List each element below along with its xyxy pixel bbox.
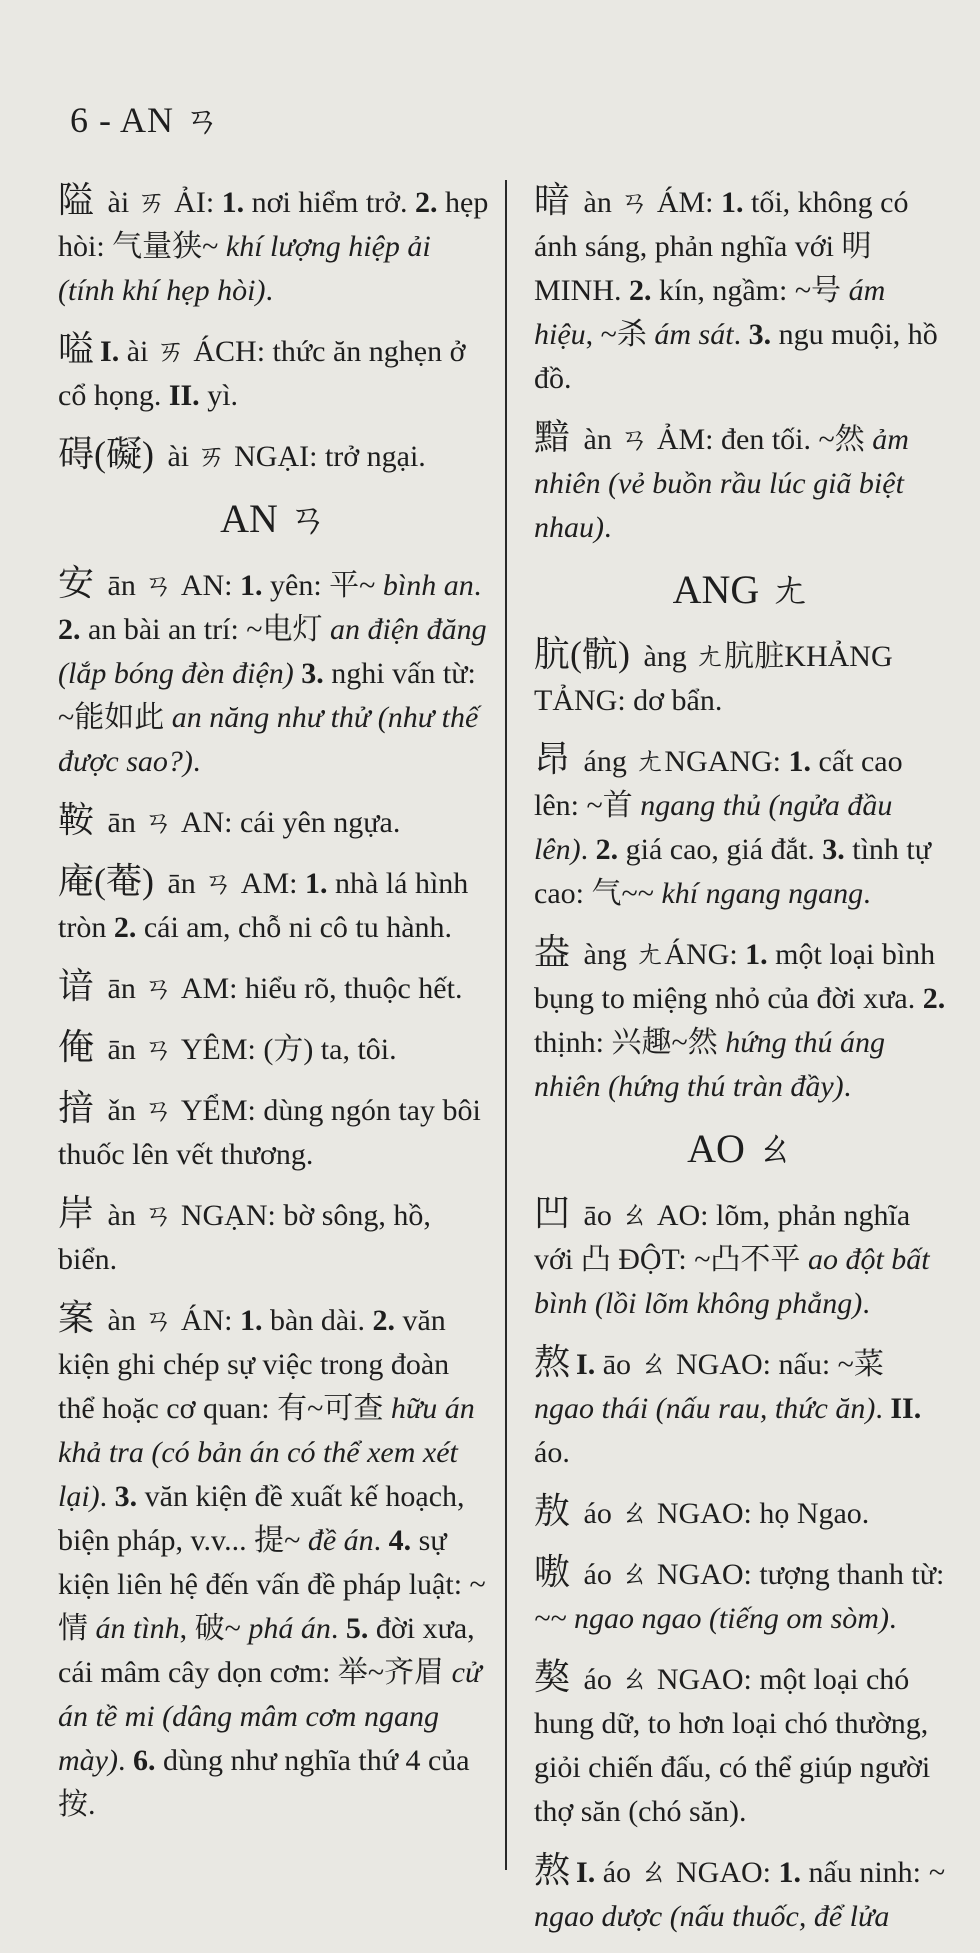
section-heading-ang: ANG ㄤ [672, 567, 810, 612]
headword: 隘 [58, 180, 95, 220]
entry-am-hut: 庵(菴) ān ㄢ AM: 1. nhà lá hình tròn 2. cái am, chỗ ni cô tu hành. [58, 861, 469, 944]
entry-am-dark: 暗 àn ㄢ ÁM: 1. tối, không có ánh sáng, phản nghĩa với 明MINH. 2. kín, ngầm: ~号 ám hiệu, ~杀 ám sát. 3. ngu muội, hồ đồ. [534, 180, 938, 395]
entry-an-table: 案 àn ㄢ ÁN: 1. bàn dài. 2. văn kiện ghi chép sự việc trong đoàn thể hoặc cơ quan: 有~可查 hữu án khả tra (có bản án có thể xem xét lại). 3. văn kiện đề xuất kế hoạch, biện pháp, v.v... 提~ đề án. 4. sự kiện liên hệ đến vấn đề pháp luật: ~情 án tình, 破~ phá án. 5. đời xưa, cái mâm cây dọn cơm: 举~齐眉 cử án tề mi (dâng mâm cơm ngang mày). 6. dùng như nghĩa thứ 4 của 按. [58, 1298, 486, 1821]
entry-yem-finger: 揞 ǎn ㄢ YỂM: dùng ngón tay bôi thuốc lên vết thương. [58, 1088, 481, 1171]
headword: 鞍 [58, 800, 95, 840]
entry-ngao-cook: 熬 I. āo ㄠ NGAO: nấu: ~菜 ngao thái (nấu rau, thức ăn). II. áo. [534, 1342, 922, 1469]
headword: 敖 [534, 1491, 571, 1531]
entry-ai-obstacle: 碍(礙) ài ㄞ NGẠI: trở ngại. [58, 434, 426, 474]
entry-ngan: 岸 àn ㄢ NGẠN: bờ sông, hồ, biển. [58, 1193, 431, 1276]
headword: 庵(菴) [58, 861, 154, 901]
entry-ang: 盎 àng ㄤÁNG: 1. một loại bình bụng to miệng nhỏ của đời xưa. 2. thịnh: 兴趣~然 hứng thú áng nhiên (hứng thú tràn đầy). [534, 932, 946, 1103]
entry-an-peace: 安 ān ㄢ AN: 1. yên: 平~ bình an. 2. an bài an trí: ~电灯 an điện đăng (lắp bóng đèn điện) 3. nghi vấn từ: ~能如此 an năng như thử (như thế được sao?). [58, 563, 487, 778]
column-divider [505, 180, 507, 1870]
entry-ngao-simmer: 熬 I. áo ㄠ NGAO: 1. nấu ninh: ~ ngao dược (nấu thuốc, để lửa [534, 1850, 945, 1933]
section-heading-ao: AO ㄠ [687, 1126, 795, 1171]
entry-ngao-noise: 嗷 áo ㄠ NGAO: tượng thanh từ: ~~ ngao ngao (tiếng om sòm). [534, 1552, 945, 1635]
headword: 安 [58, 563, 95, 603]
section-heading-an: AN ㄢ [220, 496, 328, 541]
headword: 獒 [534, 1657, 571, 1697]
headword: 凹 [534, 1193, 571, 1233]
headword: 碍(礙) [58, 434, 154, 474]
entry-ao-concave: 凹 āo ㄠ AO: lõm, phản nghĩa với 凸 ĐỘT: ~凸不平 ao đột bất bình (lồi lõm không phẳng). [534, 1193, 930, 1320]
headword: 岸 [58, 1193, 95, 1233]
headword: 揞 [58, 1088, 95, 1128]
entry-an-saddle: 鞍 ān ㄢ AN: cái yên ngựa. [58, 800, 401, 840]
headword: 昂 [534, 739, 571, 779]
entry-ngang: 昂 áng ㄤNGANG: 1. cất cao lên: ~首 ngang thủ (ngửa đầu lên). 2. giá cao, giá đắt. 3. tình tự cao: 气~~ khí ngang ngang. [534, 739, 931, 910]
headword: 熬 [534, 1850, 571, 1890]
left-column [58, 178, 490, 1841]
entry-ngao-dog: 獒 áo ㄠ NGAO: một loại chó hung dữ, to hơn loại chó thường, giỏi chiến đấu, có thể giúp người thợ săn (chó săn). [534, 1657, 931, 1828]
entry-khang: 肮(骯) àng ㄤ肮脏KHẢNG TẢNG: dơ bẩn. [534, 634, 893, 717]
headword: 谙 [58, 966, 95, 1006]
entry-ngao-surname: 敖 áo ㄠ NGAO: họ Ngao. [534, 1491, 870, 1531]
entry-yem: 俺 ān ㄢ YÊM: (方) ta, tôi. [58, 1027, 397, 1067]
headword: 肮(骯) [534, 634, 630, 674]
right-column [534, 178, 948, 1953]
headword: 黯 [534, 417, 571, 457]
headword: 俺 [58, 1027, 95, 1067]
headword: 盎 [534, 932, 571, 972]
entry-ai-choke: 嗌 I. ài ㄞ ÁCH: thức ăn nghẹn ở cổ họng. II. yì. [58, 329, 466, 412]
entry-am-gloomy: 黯 àn ㄢ ẢM: đen tối. ~然 ảm nhiên (vẻ buồn rầu lúc giã biệt nhau). [534, 417, 909, 544]
entry-ai-narrow: 隘 ài ㄞ ẢI: 1. nơi hiểm trở. 2. hẹp hòi: 气量狭~ khí lượng hiệp ải (tính khí hẹp hòi). [58, 180, 489, 307]
headword: 嗌 [58, 329, 95, 369]
headword: 暗 [534, 180, 571, 220]
headword: 案 [58, 1298, 95, 1338]
entry-am-understand: 谙 ān ㄢ AM: hiểu rõ, thuộc hết. [58, 966, 463, 1006]
headword: 熬 [534, 1342, 571, 1382]
headword: 嗷 [534, 1552, 571, 1592]
page-header: 6 - AN ㄢ [70, 100, 221, 140]
